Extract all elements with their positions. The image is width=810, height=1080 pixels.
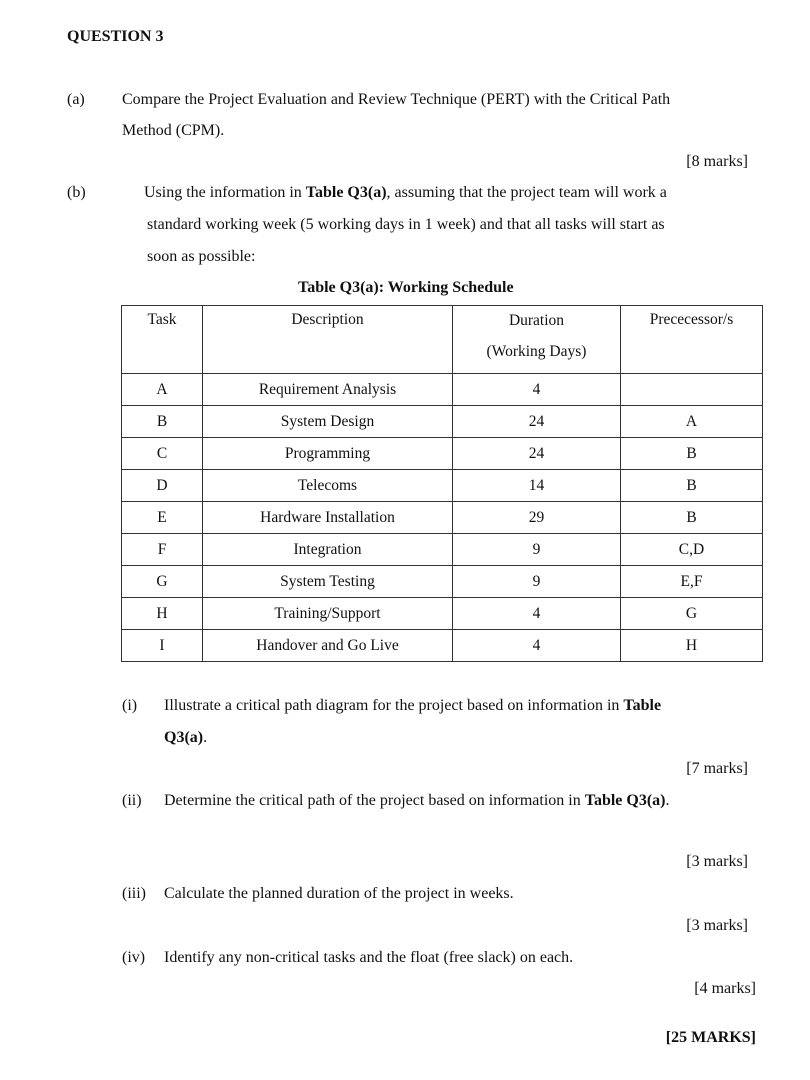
sub-i-line2: Q3(a).: [164, 729, 208, 746]
sub-i-label: (i): [122, 697, 138, 714]
sub-iii-label: (iii): [122, 885, 146, 902]
duration-cell: 9: [453, 566, 621, 598]
predecessor-cell: B: [621, 502, 763, 534]
sub-iv-text: Identify any non-critical tasks and the float (free slack) on each.: [164, 949, 574, 966]
table-row: [122, 534, 763, 566]
task-cell: G: [122, 566, 203, 598]
part-b-label: (b): [67, 184, 86, 201]
task-cell: C: [122, 438, 203, 470]
sub-iv-marks: [4 marks]: [694, 980, 756, 997]
description-cell: Integration: [203, 534, 453, 566]
header-duration: Duration (Working Days): [453, 306, 621, 374]
sub-iv-label: (iv): [122, 949, 146, 966]
sub-iii-marks: [3 marks]: [686, 917, 748, 934]
working-schedule-table: [121, 305, 763, 662]
header-description: Description: [203, 306, 453, 374]
part-a-line2: Method (CPM).: [122, 122, 225, 139]
header-predecessor: Prececessor/s: [621, 306, 763, 374]
sub-i-line1: Illustrate a critical path diagram for the project based on information in Table: [164, 697, 662, 714]
sub-i-marks: [7 marks]: [686, 760, 748, 777]
predecessor-cell: G: [621, 598, 763, 630]
part-a-marks: [8 marks]: [686, 153, 748, 170]
part-b-line1: Using the information in Table Q3(a), assuming that the project team will work a: [144, 184, 667, 201]
sub-ii-text: Determine the critical path of the project based on information in Table Q3(a).: [164, 792, 670, 809]
duration-cell: 9: [453, 534, 621, 566]
header-task: Task: [122, 306, 203, 374]
table-row: [122, 502, 763, 534]
table-row: [122, 374, 763, 406]
predecessor-cell: C,D: [621, 534, 763, 566]
description-cell: Requirement Analysis: [203, 374, 453, 406]
duration-cell: 24: [453, 438, 621, 470]
description-cell: Hardware Installation: [203, 502, 453, 534]
duration-cell: 14: [453, 470, 621, 502]
table-row: [122, 438, 763, 470]
predecessor-cell: [621, 374, 763, 406]
question-title: QUESTION 3: [67, 28, 164, 45]
duration-cell: 4: [453, 598, 621, 630]
task-cell: B: [122, 406, 203, 438]
description-cell: Training/Support: [203, 598, 453, 630]
table-caption: Table Q3(a): Working Schedule: [298, 279, 514, 296]
part-a-label: (a): [67, 91, 85, 108]
description-cell: Telecoms: [203, 470, 453, 502]
description-cell: System Testing: [203, 566, 453, 598]
predecessor-cell: A: [621, 406, 763, 438]
predecessor-cell: H: [621, 630, 763, 662]
sub-iii-text: Calculate the planned duration of the project in weeks.: [164, 885, 514, 902]
part-b-line2: standard working week (5 working days in 1 week) and that all tasks will start as: [147, 216, 665, 233]
task-cell: D: [122, 470, 203, 502]
table-row: [122, 470, 763, 502]
description-cell: Handover and Go Live: [203, 630, 453, 662]
sub-ii-marks: [3 marks]: [686, 853, 748, 870]
task-cell: F: [122, 534, 203, 566]
duration-cell: 4: [453, 374, 621, 406]
task-cell: A: [122, 374, 203, 406]
part-b-line3: soon as possible:: [147, 248, 256, 265]
table-row: [122, 566, 763, 598]
duration-cell: 29: [453, 502, 621, 534]
total-marks: [25 MARKS]: [665, 1029, 756, 1046]
table-row: [122, 598, 763, 630]
table-row: [122, 406, 763, 438]
task-cell: H: [122, 598, 203, 630]
predecessor-cell: E,F: [621, 566, 763, 598]
table-header-row: [122, 306, 763, 374]
predecessor-cell: B: [621, 470, 763, 502]
task-cell: I: [122, 630, 203, 662]
duration-cell: 24: [453, 406, 621, 438]
duration-cell: 4: [453, 630, 621, 662]
part-a-line1: Compare the Project Evaluation and Review Technique (PERT) with the Critical Path: [122, 91, 671, 108]
description-cell: Programming: [203, 438, 453, 470]
task-cell: E: [122, 502, 203, 534]
sub-ii-label: (ii): [122, 792, 142, 809]
predecessor-cell: B: [621, 438, 763, 470]
description-cell: System Design: [203, 406, 453, 438]
table-row: [122, 630, 763, 662]
